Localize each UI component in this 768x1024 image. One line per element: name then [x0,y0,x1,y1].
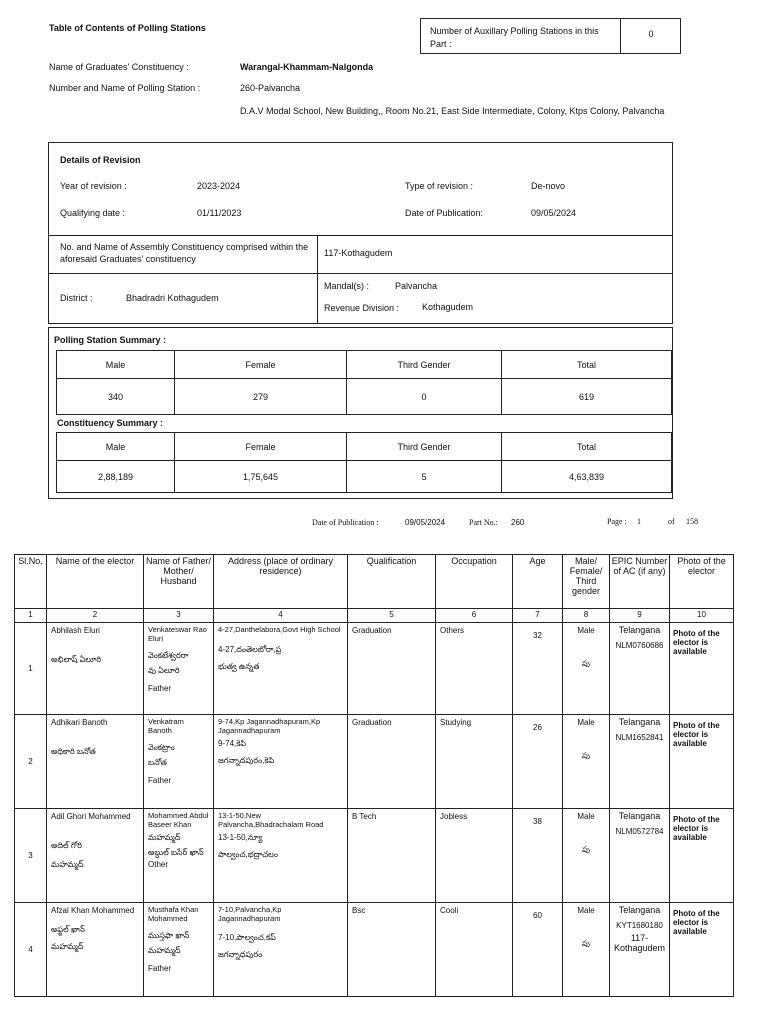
row-epic-cell [610,809,670,903]
header-epic: EPIC Number of AC (if any) [610,555,670,609]
qualifying-date-label: Qualifying date : [60,208,126,218]
col-num: 10 [670,609,734,623]
gender: Male [577,906,595,915]
ps-total: 619 [502,379,672,415]
table-row [15,903,734,997]
row-gender-cell [563,623,610,715]
gender-telugu: పు [582,751,590,761]
father-name-telugu-2: అబ్దుల్ బసేర్ ఖాన్ [148,848,204,858]
father-name-telugu-2: మహమ్మద్ [148,946,181,956]
epic-number: NLM1652841 [615,733,664,742]
row-qualification: Graduation [348,715,436,809]
row-slno: 2 [15,715,47,809]
elector-name: Adhikari Banoth [51,718,108,727]
publine-page-label: Page : [607,517,627,526]
elector-name-telugu: అధికారి బనోత [51,747,96,757]
epic-number: KYT1680180 [616,921,663,930]
row-age: 60 [513,903,563,997]
row-epic-cell [610,623,670,715]
summary-header-row [57,433,672,461]
revenue-value: Kothagudem [422,302,474,312]
epic-ac: 117-Kothagudem [613,933,666,953]
elector-name-telugu-2: మహమ్మద్ [51,860,84,870]
district-label: District : [60,293,93,303]
address-telugu: 4-27,దంతెలబోరా,ప్ర [218,644,282,654]
col-num: 4 [214,609,348,623]
elector-name-telugu: అదిల్ గోరి [51,841,83,851]
assembly-label: No. and Name of Assembly Constituency comprised within the aforesaid Graduates' constituency [60,242,309,264]
row-name-cell [47,809,144,903]
aux-label: Number of Auxillary Polling Stations in this Part : [430,26,599,49]
row-slno: 4 [15,903,47,997]
revision-title: Details of Revision [60,155,141,165]
row-photo: Photo of the elector is available [670,715,734,809]
summary-value-row [57,379,672,415]
row-epic-cell [610,715,670,809]
mandal-label: Mandal(s) : [324,281,370,291]
polling-station-summary-title: Polling Station Summary : [54,335,167,345]
row-slno: 1 [15,623,47,715]
summary-header-row [57,351,672,379]
table-row [15,809,734,903]
row-father-cell [144,715,214,809]
relation-type: Other [148,859,169,869]
relation-type: Father [148,683,172,693]
elector-name-telugu-2: మహమ్మద్ [51,942,84,952]
divider [317,236,318,323]
elector-name: Adil Ghori Mohammed [51,812,131,821]
address-english: 7-10,Palvancha,Kp Jagannadhapuram [218,905,282,923]
address-english: 9-74,Kp Jagannadhapuram,Kp Jagannadhapuram [218,717,321,735]
row-qualification: B Tech [348,809,436,903]
father-name: Musthafa Khan Mohammed [148,905,199,923]
ps-female: 279 [175,379,347,415]
col-num: 3 [144,609,214,623]
aux-value: 0 [648,29,654,39]
elector-name: Abhilash Eluri [51,626,100,635]
epic-state: Telangana [618,811,661,821]
summary-header-total: Total [502,351,672,379]
gender: Male [577,626,595,635]
address-telugu-2: పాల్వంచ,భద్రాచలం [218,850,278,860]
row-occupation: Others [436,623,513,715]
header-address: Address (place of ordinary residence) [214,555,348,609]
row-photo: Photo of the elector is available [670,903,734,997]
gender-telugu: పు [582,845,590,855]
address-english: 4-27,Danthelabora,Govt High School [218,625,341,634]
ps-male: 340 [57,379,175,415]
cs-female: 1,75,645 [175,461,347,493]
summary-header-male: Male [57,433,175,461]
col-num: 6 [436,609,513,623]
qualifying-date-value: 01/11/2023 [197,208,242,218]
constituency-value: Warangal-Khammam-Nalgonda [240,62,374,72]
row-father-cell [144,809,214,903]
father-name: Mohammed Abdul Baseer Khan [148,811,209,829]
father-name-telugu-2: వు ఏలూరి [148,666,180,676]
address-telugu-2: భుత్వ ఉన్నత [218,661,260,671]
publine-of-label: of [668,517,675,526]
header-photo: Photo of the elector [670,555,734,609]
header-name: Name of the elector [47,555,144,609]
year-value: 2023-2024 [197,181,241,191]
constituency-summary-title: Constituency Summary : [57,418,164,428]
elector-name: Afzal Khan Mohammed [51,906,135,915]
father-name-telugu: వెంకటేశ్వరరా [148,651,189,661]
epic-state: Telangana [618,717,661,727]
row-name-cell [47,623,144,715]
revision-box [48,142,673,236]
polling-station-label: Number and Name of Polling Station : [49,83,201,93]
assembly-value: 117-Kothagudem [324,248,393,258]
publine-date-value: 09/05/2024 [405,518,446,527]
summary-header-female: Female [175,351,347,379]
row-father-cell [144,623,214,715]
epic-state: Telangana [618,905,661,915]
table-header-row [15,555,734,609]
polling-station-summary-table [56,350,672,415]
header-slno: Sl.No. [15,555,47,609]
father-name-telugu: మహమ్మద్ [148,833,181,843]
table-row [15,715,734,809]
year-label: Year of revision : [60,181,127,191]
row-gender-cell [563,903,610,997]
row-occupation: Studying [436,715,513,809]
elector-name-telugu: అభిలాష్ ఏలూరి [51,655,102,665]
row-name-cell [47,715,144,809]
address-telugu: 9-74,కెపి [218,739,247,749]
elector-name-telugu: అఫ్జల్ ఖాన్ [51,925,85,935]
row-slno: 3 [15,809,47,903]
page-title: Table of Contents of Polling Stations [49,23,206,33]
publine-page-value: 1 [637,517,641,526]
electors-table [14,554,734,997]
father-name-telugu: వెంకట్రాం [148,743,175,753]
aux-polling-box [420,18,681,54]
publication-date-value: 09/05/2024 [531,208,577,218]
row-gender-cell [563,809,610,903]
father-name-telugu: ముస్తఫా ఖాన్ [148,931,190,941]
gender: Male [577,812,595,821]
col-num: 1 [15,609,47,623]
epic-number: NLM0760686 [615,641,664,650]
row-photo: Photo of the elector is available [670,623,734,715]
epic-number: NLM0572784 [615,827,664,836]
row-epic-cell [610,903,670,997]
row-age: 32 [513,623,563,715]
father-name: Venkateswar Rao Eluri [148,625,207,643]
table-row [15,623,734,715]
revenue-label: Revenue Division : [324,303,400,313]
revision-type-value: De-novo [531,181,566,191]
publication-date-label: Date of Publication: [405,208,484,218]
row-age: 26 [513,715,563,809]
polling-station-value: 260-Palvancha [240,83,301,93]
gender-telugu: పు [582,659,590,669]
divider [49,273,672,274]
address-telugu-2: జగన్నాధపురం [218,950,263,960]
row-father-cell [144,903,214,997]
col-num: 9 [610,609,670,623]
summary-header-female: Female [175,433,347,461]
address-telugu: 13-1-50,న్యూ [218,833,263,843]
col-num: 8 [563,609,610,623]
relation-type: Father [148,775,172,785]
row-qualification: Graduation [348,623,436,715]
column-number-row [15,609,734,623]
row-address-cell [214,809,348,903]
row-address-cell [214,715,348,809]
assembly-box [48,235,673,324]
summary-header-total: Total [502,433,672,461]
mandal-value: Palvancha [395,281,438,291]
header-gender: Male/ Female/ Third gender [563,555,610,609]
constituency-label: Name of Graduates' Constituency : [49,62,189,72]
col-num: 7 [513,609,563,623]
summary-header-third: Third Gender [347,351,502,379]
row-occupation: Jobless [436,809,513,903]
row-photo: Photo of the elector is available [670,809,734,903]
address-telugu: 7-10,పాల్వంచ,కప్ [218,933,276,943]
relation-type: Father [148,963,172,973]
header-age: Age [513,555,563,609]
constituency-summary-table [56,432,672,493]
header-qualification: Qualification [348,555,436,609]
row-age: 38 [513,809,563,903]
address-english: 13-1-50,New Palvancha,Bhadrachalam Road [218,811,324,829]
father-name-telugu-2: బనోత [148,758,167,768]
cs-male: 2,88,189 [57,461,175,493]
publine-part-value: 260 [511,518,525,527]
publine-of-value: 158 [686,517,698,526]
ps-third: 0 [347,379,502,415]
revision-type-label: Type of revision : [405,181,474,191]
row-occupation: Cooli [436,903,513,997]
header-occupation: Occupation [436,555,513,609]
epic-state: Telangana [618,625,661,635]
publine-date-label: Date of Publication : [312,518,379,527]
polling-station-address: D.A.V Modal School, New Building,, Room No.21, East Side Intermediate, Colony, Ktps Colony, Palvancha [240,106,665,116]
summary-header-third: Third Gender [347,433,502,461]
summary-value-row [57,461,672,493]
summary-box [48,327,673,499]
col-num: 5 [348,609,436,623]
father-name: Venkatram Banoth [148,717,184,735]
row-address-cell [214,623,348,715]
header-father: Name of Father/ Mother/ Husband [144,555,214,609]
row-qualification: Bsc [348,903,436,997]
col-num: 2 [47,609,144,623]
address-telugu-2: జగన్నాదపురం,కెపి [218,756,275,766]
row-name-cell [47,903,144,997]
row-gender-cell [563,715,610,809]
cs-third: 5 [347,461,502,493]
publine-part-label: Part No.: [469,518,498,527]
row-address-cell [214,903,348,997]
gender: Male [577,718,595,727]
cs-total: 4,63,839 [502,461,672,493]
summary-header-male: Male [57,351,175,379]
district-value: Bhadradri Kothagudem [126,293,219,303]
gender-telugu: పు [582,939,590,949]
